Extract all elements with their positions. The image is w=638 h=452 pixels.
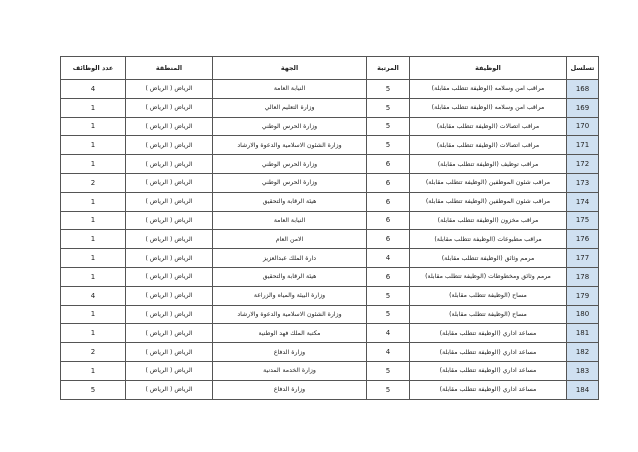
cell-job: مراقب مخزون (الوظيفة تتطلب مقابلة)	[410, 211, 567, 230]
cell-entity: هيئة الرقابة والتحقيق	[213, 192, 367, 211]
cell-count: 1	[61, 324, 126, 343]
cell-region: الرياض ( الرياض )	[126, 230, 213, 249]
table-row	[61, 192, 599, 211]
cell-region: الرياض ( الرياض )	[126, 343, 213, 362]
cell-region: الرياض ( الرياض )	[126, 305, 213, 324]
cell-entity: هيئة الرقابة والتحقيق	[213, 267, 367, 286]
cell-count: 4	[61, 286, 126, 305]
cell-rank: 4	[367, 343, 410, 362]
cell-job: مرمم وثائق ومخطوطات (الوظيفة تتطلب مقابلة)	[410, 267, 567, 286]
cell-count: 1	[61, 136, 126, 155]
cell-count: 1	[61, 361, 126, 380]
cell-job: مساح (الوظيفة تتطلب مقابلة)	[410, 305, 567, 324]
cell-job: مراقب شئون الموظفين (الوظيفة تتطلب مقابلة)	[410, 192, 567, 211]
cell-rank: 6	[367, 267, 410, 286]
cell-rank: 4	[367, 249, 410, 268]
cell-entity: وزارة الدفاع	[213, 343, 367, 362]
cell-rank: 5	[367, 117, 410, 136]
cell-job: مراقب شئون الموظفين (الوظيفة تتطلب مقابلة)	[410, 173, 567, 192]
header-entity: الجهة	[213, 57, 367, 80]
cell-serial: 183	[567, 361, 599, 380]
cell-region: الرياض ( الرياض )	[126, 117, 213, 136]
header-count: عدد الوظائف	[61, 57, 126, 80]
table-row	[61, 305, 599, 324]
cell-entity: وزارة الشئون الاسلامية والدعوة والارشاد	[213, 136, 367, 155]
table-body	[61, 80, 599, 400]
cell-entity: وزارة الحرس الوطني	[213, 173, 367, 192]
cell-job: مساح (الوظيفة تتطلب مقابلة)	[410, 286, 567, 305]
table-row	[61, 98, 599, 117]
cell-rank: 6	[367, 192, 410, 211]
cell-entity: وزارة الحرس الوطني	[213, 155, 367, 174]
cell-count: 1	[61, 230, 126, 249]
cell-region: الرياض ( الرياض )	[126, 80, 213, 99]
cell-rank: 6	[367, 173, 410, 192]
cell-entity: وزارة البيئة والمياه والزراعة	[213, 286, 367, 305]
cell-count: 1	[61, 211, 126, 230]
cell-count: 1	[61, 192, 126, 211]
cell-region: الرياض ( الرياض )	[126, 361, 213, 380]
cell-job: مراقب اتصالات (الوظيفة تتطلب مقابلة)	[410, 136, 567, 155]
cell-entity: وزارة الدفاع	[213, 380, 367, 399]
header-job: الوظيفة	[410, 57, 567, 80]
cell-rank: 6	[367, 155, 410, 174]
table-row	[61, 380, 599, 399]
table-row	[61, 324, 599, 343]
cell-job: مراقب امن وسلامه (الوظيفة تتطلب مقابلة)	[410, 80, 567, 99]
cell-count: 1	[61, 98, 126, 117]
cell-job: مساعد اداري (الوظيفة تتطلب مقابلة)	[410, 361, 567, 380]
cell-entity: دارة الملك عبدالعزيز	[213, 249, 367, 268]
cell-entity: مكتبة الملك فهد الوطنية	[213, 324, 367, 343]
table-row	[61, 361, 599, 380]
cell-serial: 175	[567, 211, 599, 230]
cell-job: مراقب امن وسلامه (الوظيفة تتطلب مقابلة)	[410, 98, 567, 117]
table-row	[61, 267, 599, 286]
cell-region: الرياض ( الرياض )	[126, 155, 213, 174]
cell-job: مراقب توظيف (الوظيفة تتطلب مقابلة)	[410, 155, 567, 174]
cell-region: الرياض ( الرياض )	[126, 249, 213, 268]
cell-rank: 5	[367, 80, 410, 99]
cell-rank: 5	[367, 98, 410, 117]
header-region: المنطقة	[126, 57, 213, 80]
cell-serial: 176	[567, 230, 599, 249]
cell-serial: 173	[567, 173, 599, 192]
cell-count: 2	[61, 343, 126, 362]
cell-count: 1	[61, 117, 126, 136]
cell-entity: وزارة التعليم العالي	[213, 98, 367, 117]
table-row	[61, 173, 599, 192]
cell-serial: 184	[567, 380, 599, 399]
cell-serial: 169	[567, 98, 599, 117]
cell-job: مراقب اتصالات (الوظيفة تتطلب مقابلة)	[410, 117, 567, 136]
cell-region: الرياض ( الرياض )	[126, 211, 213, 230]
cell-rank: 5	[367, 286, 410, 305]
table-row	[61, 136, 599, 155]
cell-region: الرياض ( الرياض )	[126, 98, 213, 117]
cell-count: 1	[61, 267, 126, 286]
header-rank: المرتبة	[367, 57, 410, 80]
cell-count: 1	[61, 155, 126, 174]
table-row	[61, 117, 599, 136]
cell-region: الرياض ( الرياض )	[126, 173, 213, 192]
table-row	[61, 80, 599, 99]
cell-serial: 181	[567, 324, 599, 343]
cell-serial: 177	[567, 249, 599, 268]
cell-job: مساعد اداري (الوظيفة تتطلب مقابلة)	[410, 324, 567, 343]
cell-entity: وزارة الخدمة المدنية	[213, 361, 367, 380]
header-serial: تسلسل	[567, 57, 599, 80]
cell-serial: 171	[567, 136, 599, 155]
cell-region: الرياض ( الرياض )	[126, 192, 213, 211]
cell-rank: 6	[367, 211, 410, 230]
table-row	[61, 343, 599, 362]
cell-serial: 178	[567, 267, 599, 286]
cell-count: 5	[61, 380, 126, 399]
cell-job: مرمم وثائق (الوظيفة تتطلب مقابلة)	[410, 249, 567, 268]
cell-count: 1	[61, 305, 126, 324]
table-row	[61, 155, 599, 174]
cell-region: الرياض ( الرياض )	[126, 324, 213, 343]
cell-serial: 182	[567, 343, 599, 362]
cell-entity: النيابة العامة	[213, 211, 367, 230]
cell-entity: وزارة الحرس الوطني	[213, 117, 367, 136]
table-row	[61, 286, 599, 305]
cell-rank: 5	[367, 136, 410, 155]
table-row	[61, 211, 599, 230]
cell-job: مساعد اداري (الوظيفة تتطلب مقابلة)	[410, 343, 567, 362]
cell-rank: 5	[367, 380, 410, 399]
cell-region: الرياض ( الرياض )	[126, 380, 213, 399]
cell-serial: 172	[567, 155, 599, 174]
cell-serial: 174	[567, 192, 599, 211]
cell-serial: 170	[567, 117, 599, 136]
cell-rank: 5	[367, 361, 410, 380]
cell-serial: 179	[567, 286, 599, 305]
table-row	[61, 249, 599, 268]
cell-entity: الامن العام	[213, 230, 367, 249]
cell-job: مساعد اداري (الوظيفة تتطلب مقابلة)	[410, 380, 567, 399]
cell-serial: 180	[567, 305, 599, 324]
cell-region: الرياض ( الرياض )	[126, 267, 213, 286]
cell-serial: 168	[567, 80, 599, 99]
table-row	[61, 230, 599, 249]
cell-count: 4	[61, 80, 126, 99]
cell-rank: 5	[367, 305, 410, 324]
cell-entity: النيابة العامة	[213, 80, 367, 99]
cell-job: مراقب مطبوعات (الوظيفة تتطلب مقابلة)	[410, 230, 567, 249]
cell-entity: وزارة الشئون الاسلامية والدعوة والارشاد	[213, 305, 367, 324]
cell-count: 2	[61, 173, 126, 192]
jobs-table	[60, 56, 599, 400]
cell-rank: 4	[367, 324, 410, 343]
cell-count: 1	[61, 249, 126, 268]
cell-rank: 6	[367, 230, 410, 249]
cell-region: الرياض ( الرياض )	[126, 136, 213, 155]
table-header-row	[61, 57, 599, 80]
cell-region: الرياض ( الرياض )	[126, 286, 213, 305]
